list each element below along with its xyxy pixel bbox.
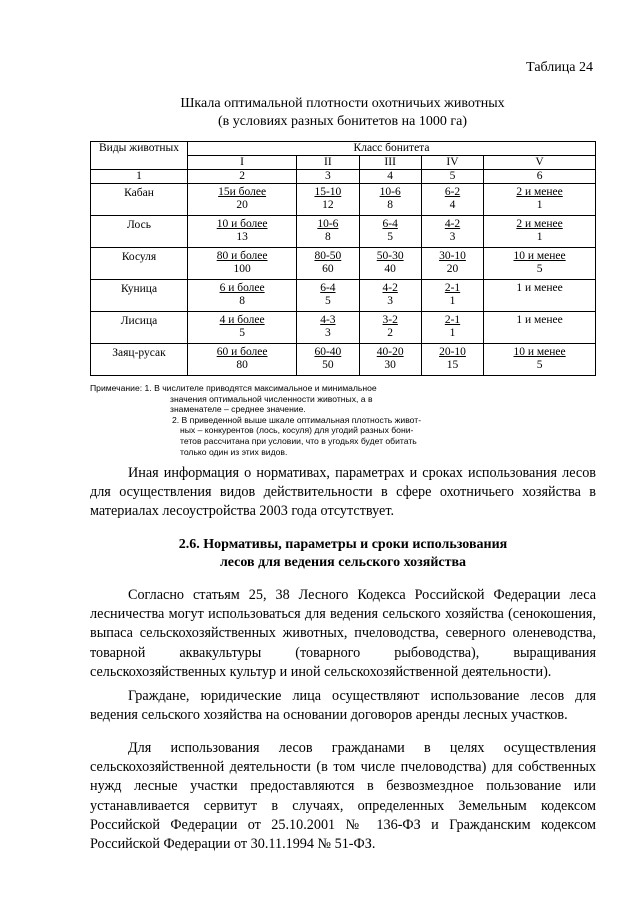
density-cell xyxy=(188,184,297,216)
numerator: 2 и менее xyxy=(516,218,563,230)
numerator: 2-1 xyxy=(444,282,461,294)
table-number-row xyxy=(91,170,596,184)
density-cell xyxy=(421,184,483,216)
denominator: 3 xyxy=(449,231,456,243)
table-label: Таблица 24 xyxy=(526,60,593,75)
density-cell xyxy=(484,280,596,312)
numerator: 4-2 xyxy=(382,282,398,294)
note-line: только один из этих видов. xyxy=(180,446,288,457)
numerator: 10-6 xyxy=(317,218,339,230)
table-row xyxy=(91,280,596,312)
density-cell xyxy=(484,184,596,216)
numerator: 10-6 xyxy=(379,186,401,198)
numerator: 2-1 xyxy=(444,314,461,326)
animal-name: Лось xyxy=(91,216,188,248)
numerator: 6-2 xyxy=(444,186,461,198)
table-row xyxy=(91,184,596,216)
density-cell xyxy=(359,216,421,248)
density-cell xyxy=(484,248,596,280)
animal-name: Кабан xyxy=(91,184,188,216)
denominator: 8 xyxy=(239,295,245,307)
numerator: 3-2 xyxy=(382,314,398,326)
denominator: 20 xyxy=(446,263,459,275)
denominator: 3 xyxy=(324,327,331,339)
class-ii: II xyxy=(297,156,359,170)
density-cell xyxy=(421,280,483,312)
numerator: 4 и более xyxy=(219,314,265,326)
numerator: 60-40 xyxy=(314,346,342,358)
numerator: 2 и менее xyxy=(516,186,563,198)
density-cell xyxy=(188,248,297,280)
density-cell xyxy=(359,248,421,280)
denominator: 1 xyxy=(449,327,456,339)
denominator: 5 xyxy=(536,263,543,275)
denominator: 15 xyxy=(446,359,459,371)
numerator: 6 и более xyxy=(219,282,265,294)
paragraph-4 xyxy=(90,739,596,854)
paragraph-3-text: Граждане, юридические лица осуществляют использование лесов для ведения сельского хозяйства на основании договоров аренды лесных участков. xyxy=(90,688,596,724)
denominator: 20 xyxy=(236,199,248,211)
numerator: 40-20 xyxy=(376,346,404,358)
density-cell xyxy=(297,248,359,280)
class-iv: IV xyxy=(421,156,483,170)
density-cell xyxy=(359,344,421,376)
table-row xyxy=(91,344,596,376)
numerator: 80 и более xyxy=(216,250,268,262)
table-row xyxy=(91,312,596,344)
class-v: V xyxy=(484,156,596,170)
density-cell xyxy=(297,312,359,344)
numerator: 50-30 xyxy=(376,250,404,262)
note-line: знаменателе – среднее значение. xyxy=(170,404,306,415)
table-row xyxy=(91,248,596,280)
animal-name: Куница xyxy=(91,280,188,312)
denominator: 1 xyxy=(536,199,543,211)
paragraph-1-text: Иная информация о нормативах, параметрах и сроках использования лесов для осуществления видов действительности в сфере охотничьего хозяйства в материалах лесоустройства 2003 года отсутствует. xyxy=(90,465,596,520)
note-line: ных – конкурентов (лось, косуля) для угодий разных бони- xyxy=(180,425,414,436)
denominator: 1 xyxy=(536,231,543,243)
numerator: 10 и более xyxy=(216,218,268,230)
animal-name: Заяц-русак xyxy=(91,344,188,376)
denominator: 2 xyxy=(387,327,394,339)
col-number: 1 xyxy=(91,170,188,184)
note-line: Примечание: 1. В числителе приводятся максимальное и минимальное xyxy=(90,383,377,393)
class-iii: III xyxy=(359,156,421,170)
denominator: 60 xyxy=(322,263,334,275)
density-cell xyxy=(484,312,596,344)
density-cell xyxy=(484,344,596,376)
numerator: 10 и менее xyxy=(513,346,566,358)
density-cell xyxy=(297,216,359,248)
header-species: Виды животных xyxy=(91,142,188,170)
class-i: I xyxy=(188,156,297,170)
col-number: 6 xyxy=(484,170,596,184)
denominator: 5 xyxy=(536,359,543,371)
section-heading-line2: лесов для ведения сельского хозяйства xyxy=(219,555,467,570)
section-heading-line1: 2.6. Нормативы, параметры и сроки использования xyxy=(178,537,508,552)
denominator: 8 xyxy=(387,199,394,211)
density-cell xyxy=(188,280,297,312)
density-cell xyxy=(297,344,359,376)
numerator: 20-10 xyxy=(439,346,466,358)
denominator: 40 xyxy=(384,263,396,275)
denominator: 30 xyxy=(384,359,396,371)
note-line: тетов рассчитана при условии, что в угодьях будет обитать xyxy=(180,435,417,446)
denominator: 80 xyxy=(236,359,248,371)
numerator: 10 и менее xyxy=(513,250,566,262)
table-title-line1: Шкала оптимальной плотности охотничьих животных xyxy=(180,96,505,111)
table-note xyxy=(90,383,470,457)
denominator: 50 xyxy=(322,359,334,371)
animal-name: Косуля xyxy=(91,248,188,280)
paragraph-2-text: Согласно статьям 25, 38 Лесного Кодекса Российской Федерации леса лесничества могут использоваться для ведения сельского хозяйства (сенокошения, выпаса сельскохозяйственных животных, пчеловодства, северного оленеводства, товарной аквакультуры (товарного рыбоводства), выращивания сельскохозяйственных культур и иной сельскохозяйственной деятельности). xyxy=(90,587,596,680)
table-title xyxy=(90,95,595,131)
denominator: 1 и менее xyxy=(516,314,563,326)
density-cell xyxy=(359,280,421,312)
numerator: 4-2 xyxy=(444,218,461,230)
paragraph-1 xyxy=(90,464,596,522)
denominator: 12 xyxy=(322,199,334,211)
density-cell xyxy=(421,312,483,344)
density-cell xyxy=(484,216,596,248)
density-cell xyxy=(421,248,483,280)
numerator: 30-10 xyxy=(439,250,466,262)
numerator: 4-3 xyxy=(320,314,336,326)
density-cell xyxy=(421,216,483,248)
denominator: 5 xyxy=(387,231,394,243)
denominator: 5 xyxy=(239,327,245,339)
table-body xyxy=(91,184,596,376)
table-header-row xyxy=(91,142,596,156)
density-cell xyxy=(188,216,297,248)
animal-name: Лисица xyxy=(91,312,188,344)
density-cell xyxy=(359,184,421,216)
denominator: 1 xyxy=(449,295,456,307)
col-number: 4 xyxy=(359,170,421,184)
denominator: 13 xyxy=(236,231,248,243)
paragraph-4-text: Для использования лесов гражданами в целях осуществления сельскохозяйственной деятельности (в том числе пчеловодства) для собственных нужд лесные участки предоставляются в безвозмездное пользование или устанавливается сервитут в случаях, определенных Земельным кодексом Российской Федерации от 25.10.2001 № 136-ФЗ и Гражданским кодексом Российской Федерации от 30.11.1994 № 51-ФЗ. xyxy=(90,740,596,853)
numerator: 15и более xyxy=(218,186,267,198)
denominator: 4 xyxy=(449,199,456,211)
denominator: 3 xyxy=(387,295,394,307)
section-heading xyxy=(90,536,596,572)
numerator: 6-4 xyxy=(382,218,398,230)
note-line: 2. В приведенной выше шкале оптимальная плотность живот- xyxy=(172,414,422,425)
density-cell xyxy=(188,344,297,376)
numerator: 6-4 xyxy=(320,282,336,294)
density-cell xyxy=(297,184,359,216)
header-class: Класс бонитета xyxy=(188,142,596,156)
density-cell xyxy=(421,344,483,376)
density-cell xyxy=(297,280,359,312)
numerator: 80-50 xyxy=(314,250,342,262)
numerator: 60 и более xyxy=(216,346,268,358)
note-line: значения оптимальной численности животных, а в xyxy=(170,393,373,404)
denominator: 8 xyxy=(324,231,331,243)
density-cell xyxy=(188,312,297,344)
denominator: 5 xyxy=(324,295,331,307)
table-title-line2: (в условиях разных бонитетов на 1000 га) xyxy=(218,114,467,129)
denominator: 1 и менее xyxy=(516,282,563,294)
numerator: 15-10 xyxy=(314,186,342,198)
paragraph-2 xyxy=(90,586,596,682)
col-number: 5 xyxy=(421,170,483,184)
col-number: 2 xyxy=(188,170,297,184)
table-row xyxy=(91,216,596,248)
density-table xyxy=(90,141,596,376)
col-number: 3 xyxy=(297,170,359,184)
paragraph-3 xyxy=(90,687,596,725)
denominator: 100 xyxy=(233,263,251,275)
density-cell xyxy=(359,312,421,344)
